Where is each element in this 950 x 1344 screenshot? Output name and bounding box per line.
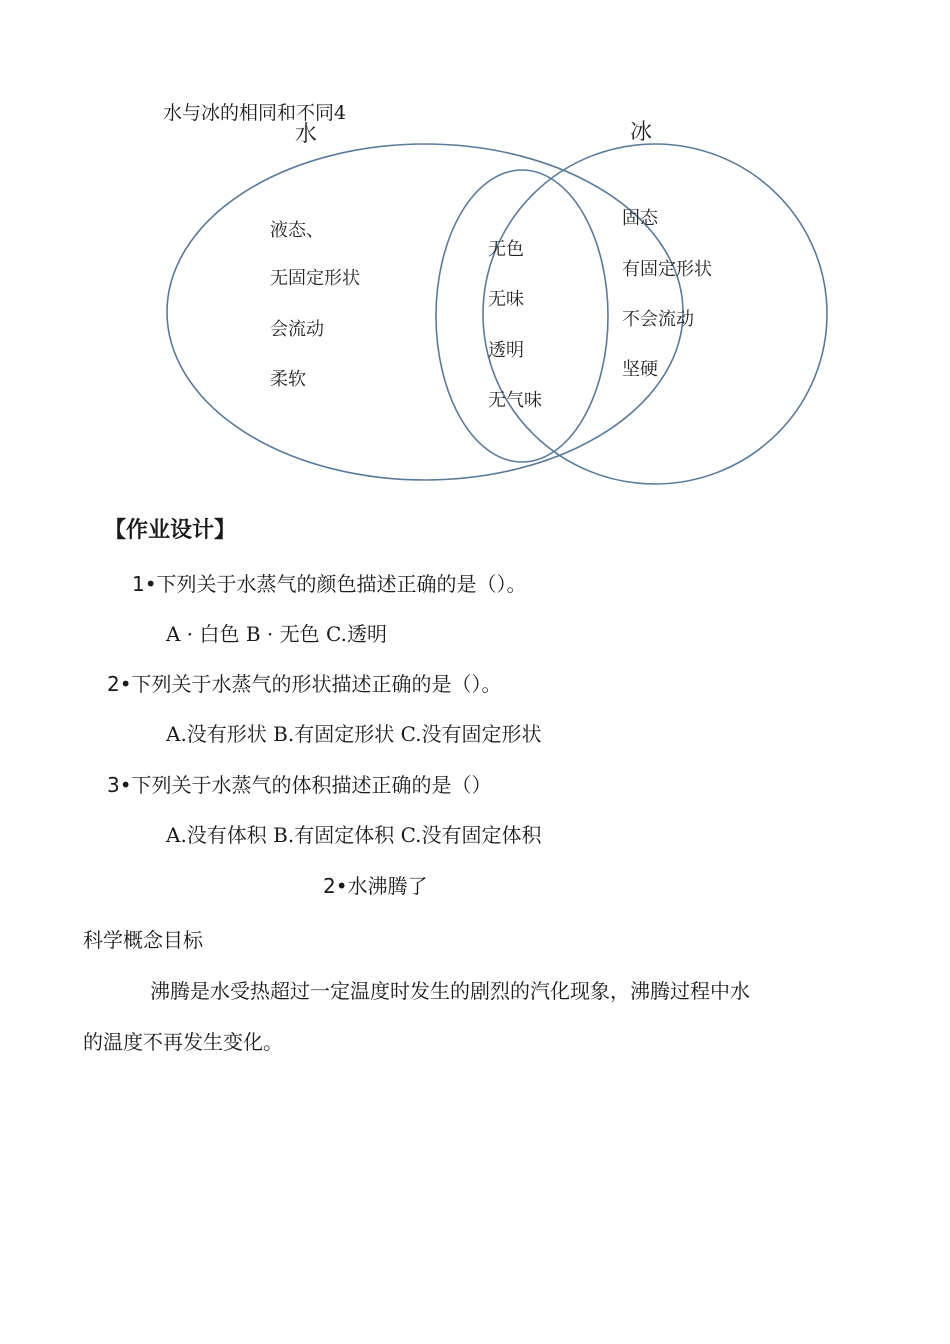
question-number: 3• xyxy=(107,773,132,797)
concept-heading: 科学概念目标 xyxy=(83,928,203,952)
ice-item: 有固定形状 xyxy=(622,259,712,280)
common-item: 透明 xyxy=(488,340,524,361)
question-number: 1• xyxy=(132,572,157,596)
question-3 xyxy=(107,769,492,798)
water-item: 柔软 xyxy=(270,369,306,390)
question-2-options: A.没有形状 B.有固定形状 C.没有固定形状 xyxy=(166,722,542,746)
water-item: 液态、 xyxy=(270,220,324,241)
venn-diagram xyxy=(160,115,840,495)
common-item: 无味 xyxy=(488,289,524,310)
water-label: 水 xyxy=(295,122,318,147)
question-text: 下列关于水蒸气的颜色描述正确的是（）。 xyxy=(156,572,527,596)
ice-item: 坚硬 xyxy=(622,359,658,380)
question-2 xyxy=(107,668,502,697)
concept-paragraph-line-1: 沸腾是水受热超过一定温度时发生的剧烈的汽化现象，沸腾过程中水 xyxy=(150,979,750,1003)
section-title-text: 水沸腾了 xyxy=(347,874,428,898)
question-3-options: A.没有体积 B.有固定体积 C.没有固定体积 xyxy=(166,823,542,847)
water-circle xyxy=(167,144,683,480)
common-item: 无气味 xyxy=(488,390,542,411)
diagram-title: 水与冰的相同和不同4 xyxy=(163,102,347,124)
section-number: 2• xyxy=(323,874,348,898)
question-1 xyxy=(132,568,527,597)
question-text: 下列关于水蒸气的形状描述正确的是（）。 xyxy=(131,672,502,696)
overlap-ellipse xyxy=(436,170,608,462)
question-number: 2• xyxy=(107,672,132,696)
homework-heading: 【作业设计】 xyxy=(104,518,237,543)
question-1-options: A · 白色 B · 无色 C.透明 xyxy=(166,622,387,646)
question-text: 下列关于水蒸气的体积描述正确的是（） xyxy=(131,773,492,797)
ice-item: 不会流动 xyxy=(622,309,694,330)
water-item: 无固定形状 xyxy=(270,268,360,289)
section-title xyxy=(323,870,428,899)
ice-item: 固态 xyxy=(622,208,658,229)
water-item: 会流动 xyxy=(270,319,324,340)
ice-label: 冰 xyxy=(630,120,653,145)
concept-paragraph-line-2: 的温度不再发生变化。 xyxy=(83,1030,283,1054)
common-item: 无色 xyxy=(488,239,524,260)
